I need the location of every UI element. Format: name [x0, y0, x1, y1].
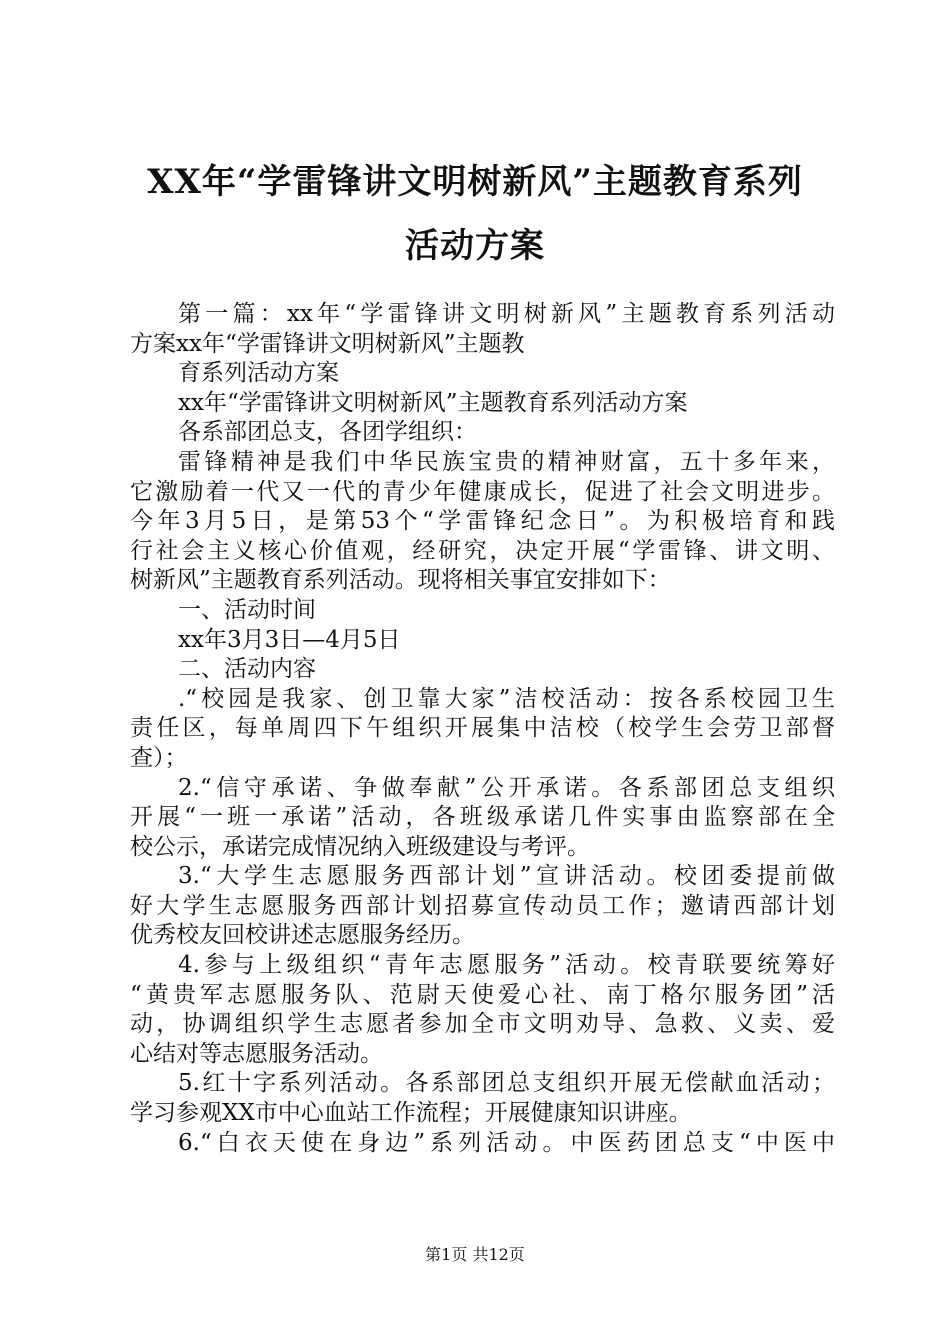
document-title-line-2: 活动方案 [405, 226, 545, 266]
body-text-line: 育系列活动方案 [178, 360, 339, 387]
body-text-line: 查）； [130, 744, 188, 771]
body-text-line: 4.参与上级组织“青年志愿服务”活动。校青联要统筹好 [178, 952, 835, 979]
body-text-line: 动，协调组织学生志愿者参加全市文明劝导、急救、义卖、爱 [130, 1011, 835, 1038]
body-text-line: 校公示，承诺完成情况纳入班级建设与考评。 [130, 833, 590, 860]
body-text-line: 6.“白衣天使在身边”系列活动。中医药团总支“中医中 [178, 1129, 835, 1156]
body-text-line: 它激励着一代又一代的青少年健康成长，促进了社会文明进步。 [130, 478, 835, 505]
body-text-line: 各系部团总支，各团学组织： [178, 419, 477, 446]
document-body [130, 300, 835, 1158]
body-text-line: 一、活动时间 [178, 596, 316, 623]
body-text-line: 第一篇：xx年“学雷锋讲文明树新风”主题教育系列活动 [178, 301, 835, 327]
body-text-line: 方案xx年“学雷锋讲文明树新风”主题教 [130, 330, 525, 357]
body-text-line: 树新风”主题教育系列活动。现将相关事宜安排如下： [130, 567, 671, 594]
body-text-line: xx年“学雷锋讲文明树新风”主题教育系列活动方案 [178, 389, 688, 416]
body-text-line: 今年3月5日，是第53个“学雷锋纪念日”。为积极培育和践 [130, 508, 835, 535]
body-text-line: xx年3月3日—4月5日 [178, 626, 401, 653]
body-text-line: 学习参观XX市中心血站工作流程；开展健康知识讲座。 [130, 1100, 692, 1127]
body-text-line: “黄贵军志愿服务队、范尉天使爱心社、南丁格尔服务团”活 [130, 981, 835, 1008]
body-text-line: 行社会主义核心价值观，经研究，决定开展“学雷锋、讲文明、 [130, 537, 835, 564]
body-text-line: 好大学生志愿服务西部计划招募宣传动员工作；邀请西部计划 [130, 892, 835, 919]
body-text-line: 优秀校友回校讲述志愿服务经历。 [130, 922, 475, 949]
body-text-line: 2.“信守承诺、争做奉献”公开承诺。各系部团总支组织 [178, 774, 835, 801]
body-text-line: 雷锋精神是我们中华民族宝贵的精神财富，五十多年来， [178, 448, 835, 475]
body-text-line: 二、活动内容 [178, 656, 316, 683]
body-text-line: 心结对等志愿服务活动。 [130, 1040, 383, 1067]
document-title-line-1: XX年“学雷锋讲文明树新风”主题教育系列 [147, 162, 803, 202]
page-footer: 第1页 共12页 [425, 1245, 525, 1264]
body-text-line: 5.红十字系列活动。各系部团总支组织开展无偿献血活动； [178, 1070, 835, 1097]
body-text-line: 3.“大学生志愿服务西部计划”宣讲活动。校团委提前做 [178, 863, 835, 890]
body-text-line: .“校园是我家、创卫靠大家”洁校活动：按各系校园卫生 [178, 685, 835, 712]
body-text-line: 开展“一班一承诺”活动，各班级承诺几件实事由监察部在全 [130, 804, 835, 831]
body-text-line: 责任区，每单周四下午组织开展集中洁校（校学生会劳卫部督 [130, 715, 835, 742]
